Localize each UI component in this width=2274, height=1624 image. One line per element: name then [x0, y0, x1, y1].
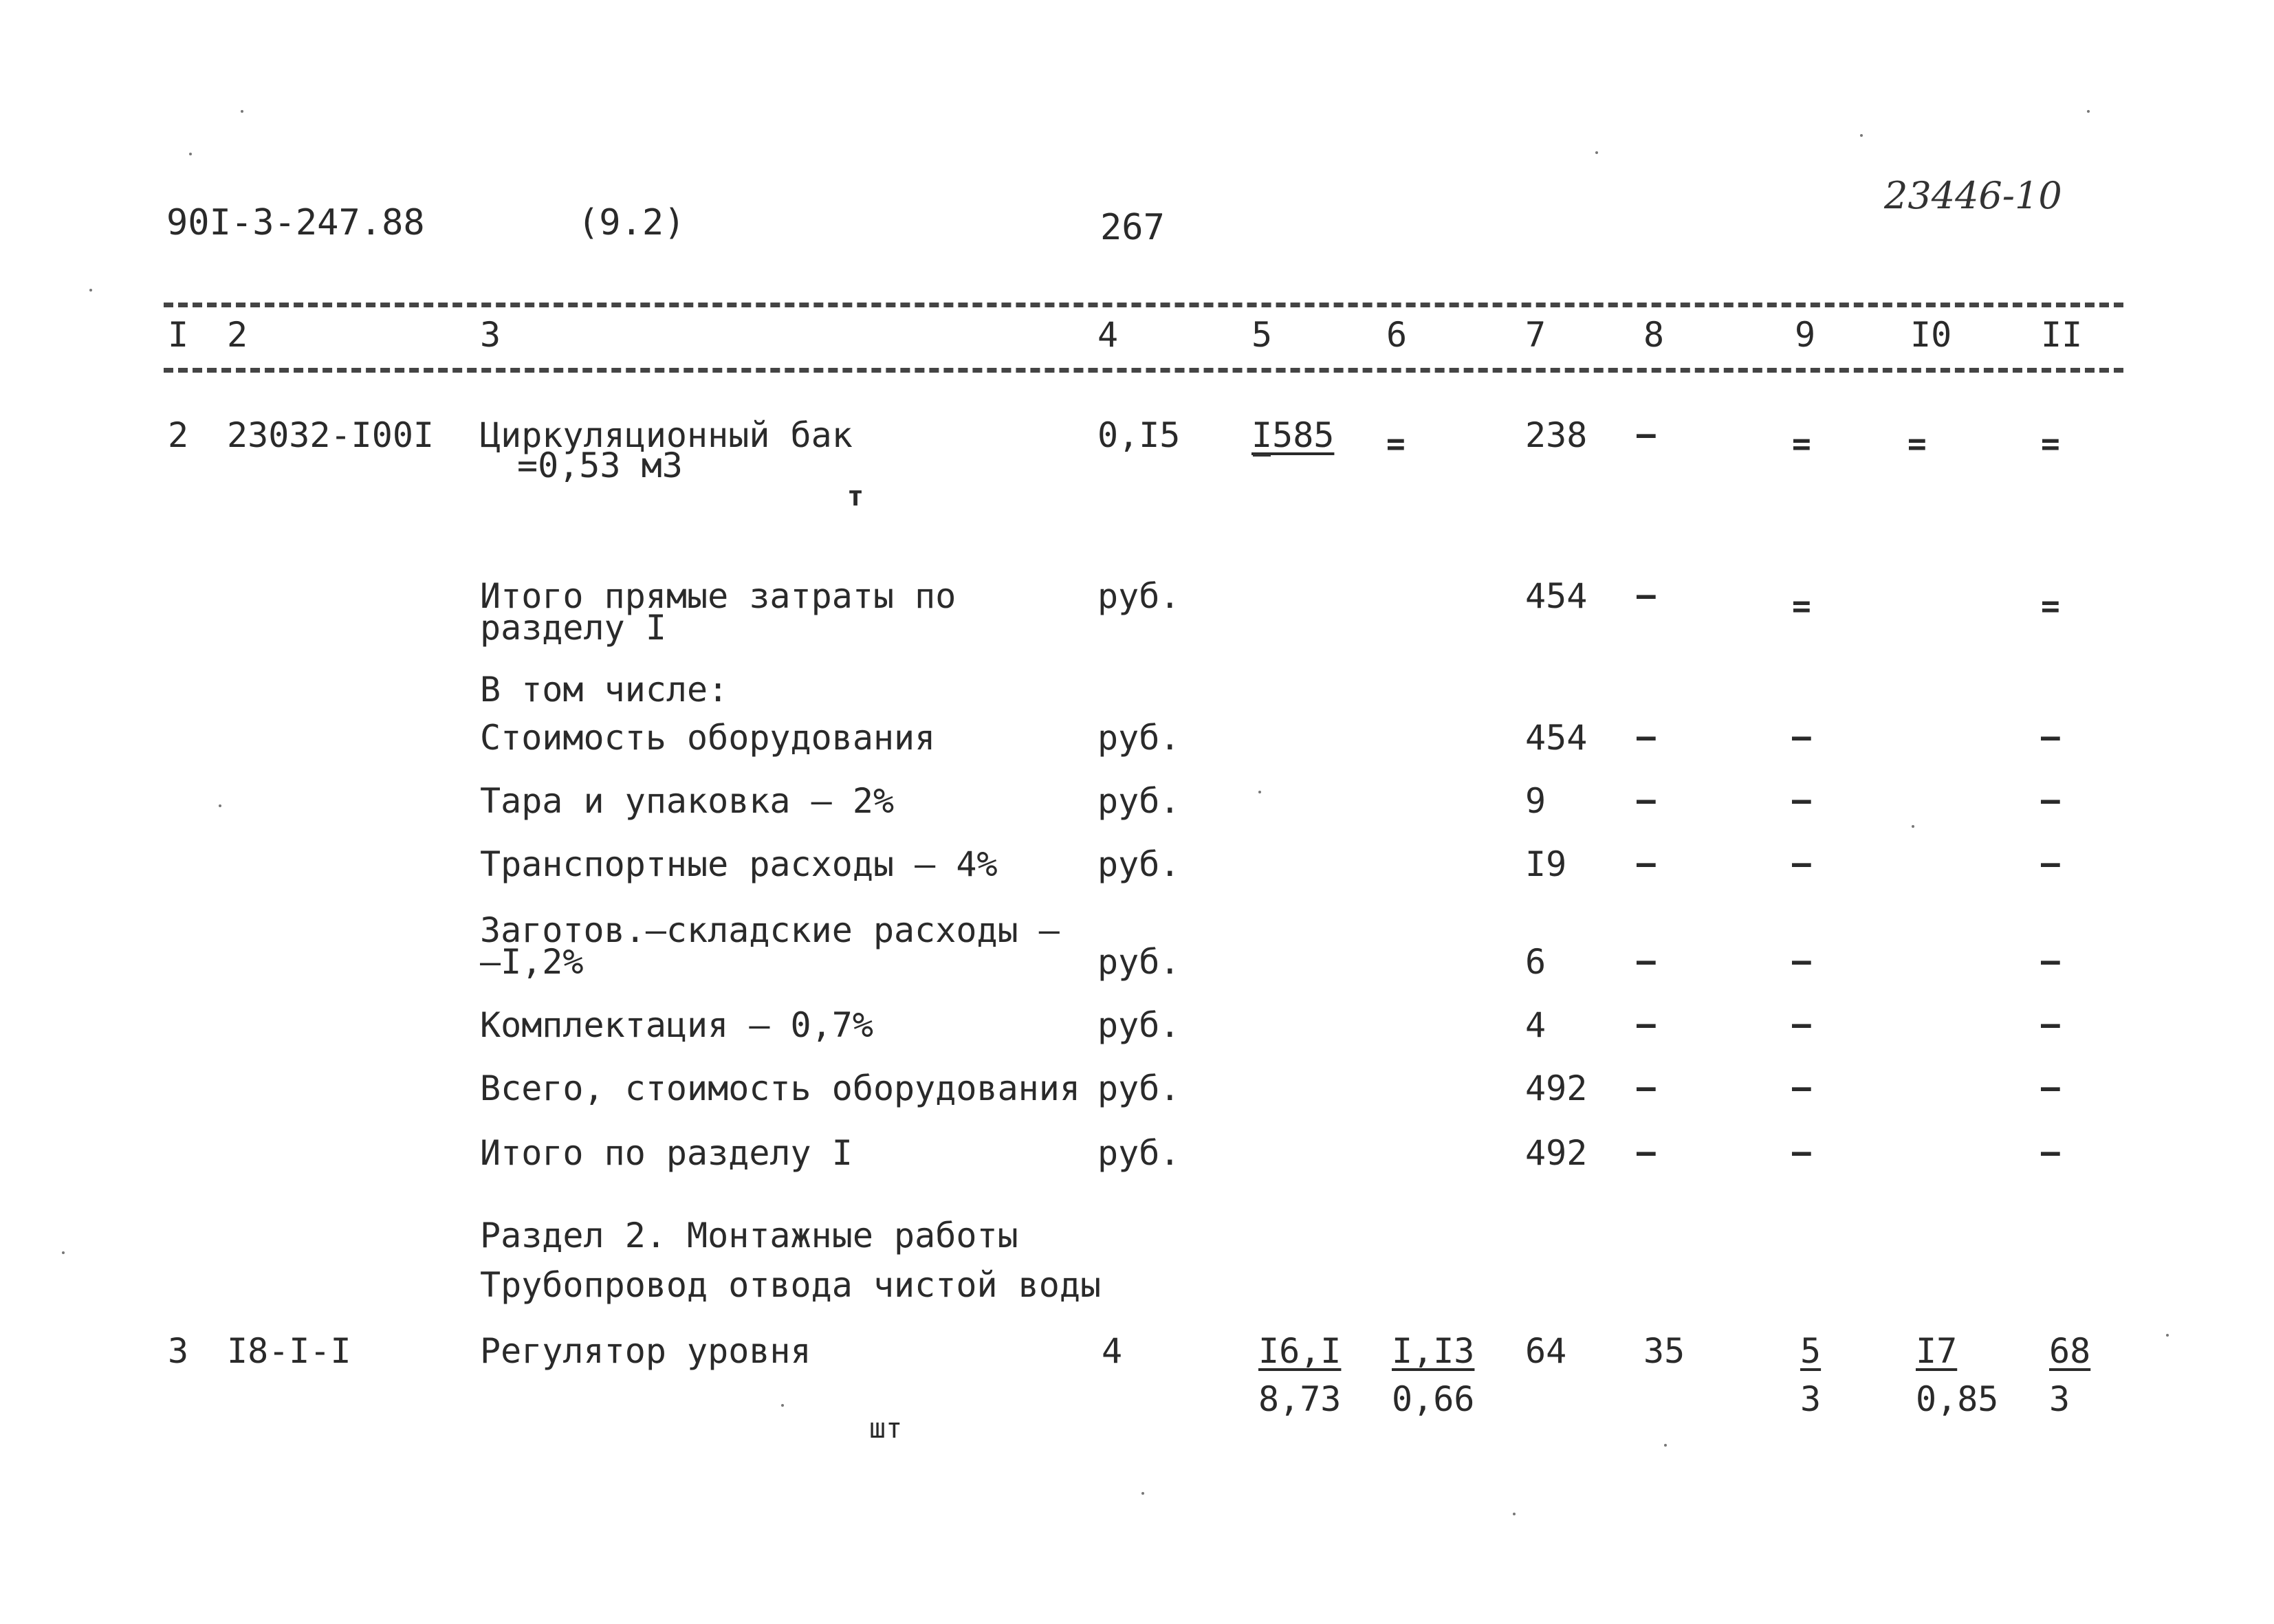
- subtotal-unit: руб.: [1097, 576, 1181, 616]
- in-that-number-label: В том числе:: [480, 670, 729, 710]
- scan-speck: [219, 804, 221, 807]
- breakdown-col8: –: [1637, 1068, 1654, 1106]
- section-number: (9.2): [578, 202, 686, 243]
- page-number: 267: [1100, 207, 1165, 248]
- cell-col9: =: [1792, 425, 1810, 462]
- breakdown-col7: 9: [1525, 781, 1546, 821]
- breakdown-col9: –: [1792, 781, 1810, 818]
- cell-col10-bottom: 0,85: [1916, 1379, 1999, 1419]
- cell-col9-top: 5: [1800, 1331, 1822, 1371]
- scan-speck: [1664, 1444, 1667, 1447]
- item-name: Регулятор уровня: [480, 1331, 811, 1371]
- breakdown-col9: –: [1792, 1133, 1810, 1170]
- breakdown-label: Транспортные расходы – 4%: [480, 844, 998, 884]
- breakdown-col8: –: [1637, 1005, 1654, 1042]
- cell-col5: I585: [1251, 415, 1335, 455]
- cell-col10-top: I7: [1916, 1331, 1958, 1371]
- breakdown-label: Стоимость оборудования: [480, 718, 936, 758]
- breakdown-col7: 4: [1525, 1005, 1546, 1045]
- breakdown-col7: 6: [1525, 942, 1546, 982]
- item-code: 23032-I00I: [227, 415, 435, 455]
- row-number: 2: [168, 415, 189, 455]
- breakdown-col7: 454: [1525, 718, 1588, 758]
- cell-col4: 4: [1102, 1331, 1123, 1371]
- breakdown-col11: –: [2041, 1005, 2059, 1042]
- item-name: Циркуляционный бак: [480, 415, 853, 455]
- item-volume: =0,53 м3: [517, 446, 683, 485]
- subtotal-col7: 454: [1525, 576, 1588, 616]
- scan-speck: [1860, 134, 1863, 137]
- column-header-9: 9: [1795, 315, 1816, 355]
- cell-col8: 35: [1643, 1331, 1685, 1371]
- cell-col11-bottom: 3: [2049, 1379, 2070, 1419]
- column-header-5: 5: [1251, 315, 1273, 355]
- scan-speck: [1513, 1513, 1516, 1515]
- scan-speck: [89, 289, 92, 292]
- breakdown-col8: –: [1637, 1133, 1654, 1170]
- cell-col6: =: [1386, 425, 1404, 462]
- column-header-1: I: [168, 315, 189, 355]
- subtotal-col8: –: [1637, 576, 1654, 613]
- breakdown-col11: –: [2041, 718, 2059, 755]
- breakdown-unit: руб.: [1097, 844, 1181, 884]
- scan-speck: [1258, 791, 1261, 793]
- breakdown-col9: –: [1792, 844, 1810, 881]
- subtotal-col11: =: [2041, 587, 2059, 624]
- breakdown-label: Заготов.–складские расходы –: [480, 910, 1060, 950]
- scan-speck: [189, 153, 192, 155]
- scan-speck: [1595, 151, 1598, 154]
- cell-col5-top: I6,I: [1258, 1331, 1342, 1371]
- cell-col7: 64: [1525, 1331, 1567, 1371]
- unit-label: т: [847, 481, 864, 512]
- column-header-3: 3: [480, 315, 501, 355]
- column-header-7: 7: [1525, 315, 1546, 355]
- breakdown-unit: руб.: [1097, 1005, 1181, 1045]
- breakdown-col9: –: [1792, 718, 1810, 755]
- scan-speck: [1141, 1492, 1144, 1495]
- cell-col6-bottom: 0,66: [1392, 1379, 1475, 1419]
- handwritten-reference: 23446-10: [1884, 174, 2062, 217]
- scan-speck: [1912, 825, 1914, 828]
- breakdown-label: Тара и упаковка – 2%: [480, 781, 895, 821]
- subtotal-label: Итого прямые затраты по: [480, 576, 956, 616]
- subtotal-label-line2: разделу I: [480, 608, 666, 648]
- breakdown-col11: –: [2041, 942, 2059, 979]
- breakdown-unit: руб.: [1097, 1068, 1181, 1108]
- header-top-rule: [164, 303, 2123, 307]
- section-2-title: Раздел 2. Монтажные работы: [480, 1216, 1018, 1255]
- breakdown-col11: –: [2041, 1068, 2059, 1106]
- column-header-11: II: [2041, 315, 2083, 355]
- breakdown-col9: –: [1792, 942, 1810, 979]
- breakdown-col9: –: [1792, 1005, 1810, 1042]
- breakdown-unit: руб.: [1097, 1133, 1181, 1173]
- cell-col9-bottom: 3: [1800, 1379, 1822, 1419]
- column-header-4: 4: [1097, 315, 1119, 355]
- row-number: 3: [168, 1331, 189, 1371]
- scan-speck: [62, 1251, 65, 1254]
- cell-col5-mark: [1253, 454, 1271, 457]
- item-code: I8-I-I: [227, 1331, 351, 1371]
- scan-speck: [2087, 110, 2090, 113]
- scan-speck: [2166, 1334, 2169, 1337]
- breakdown-col8: –: [1637, 781, 1654, 818]
- breakdown-unit: руб.: [1097, 718, 1181, 758]
- breakdown-label-line2: –I,2%: [480, 942, 584, 982]
- cell-col8: –: [1637, 415, 1654, 452]
- section-2-subtitle: Трубопровод отвода чистой воды: [480, 1265, 1102, 1305]
- breakdown-col7: 492: [1525, 1068, 1588, 1108]
- breakdown-unit: руб.: [1097, 781, 1181, 821]
- cell-col10: =: [1907, 425, 1925, 462]
- subtotal-col9: =: [1792, 587, 1810, 624]
- column-header-10: I0: [1910, 315, 1952, 355]
- breakdown-label: Комплектация – 0,7%: [480, 1005, 873, 1045]
- breakdown-col8: –: [1637, 844, 1654, 881]
- breakdown-label: Всего, стоимость оборудования: [480, 1068, 1080, 1108]
- breakdown-col11: –: [2041, 844, 2059, 881]
- unit-label: шт: [869, 1413, 903, 1445]
- column-header-2: 2: [227, 315, 248, 355]
- scan-speck: [241, 110, 243, 113]
- breakdown-col11: –: [2041, 781, 2059, 818]
- breakdown-col11: –: [2041, 1133, 2059, 1170]
- cell-col5-bottom: 8,73: [1258, 1379, 1342, 1419]
- breakdown-col8: –: [1637, 718, 1654, 755]
- breakdown-col7: I9: [1525, 844, 1567, 884]
- header-bottom-rule: [164, 368, 2123, 373]
- breakdown-col8: –: [1637, 942, 1654, 979]
- scan-speck: [781, 1404, 784, 1407]
- cell-col7: 238: [1525, 415, 1588, 455]
- breakdown-label: Итого по разделу I: [480, 1133, 853, 1173]
- column-header-6: 6: [1386, 315, 1408, 355]
- breakdown-col9: –: [1792, 1068, 1810, 1106]
- column-header-8: 8: [1643, 315, 1665, 355]
- cell-col11: =: [2041, 425, 2059, 462]
- cell-col4: 0,I5: [1097, 415, 1181, 455]
- cell-col6-top: I,I3: [1392, 1331, 1475, 1371]
- document-code: 90I-3-247.88: [166, 202, 425, 243]
- breakdown-col7: 492: [1525, 1133, 1588, 1173]
- cell-col11-top: 68: [2049, 1331, 2091, 1371]
- breakdown-unit: руб.: [1097, 942, 1181, 982]
